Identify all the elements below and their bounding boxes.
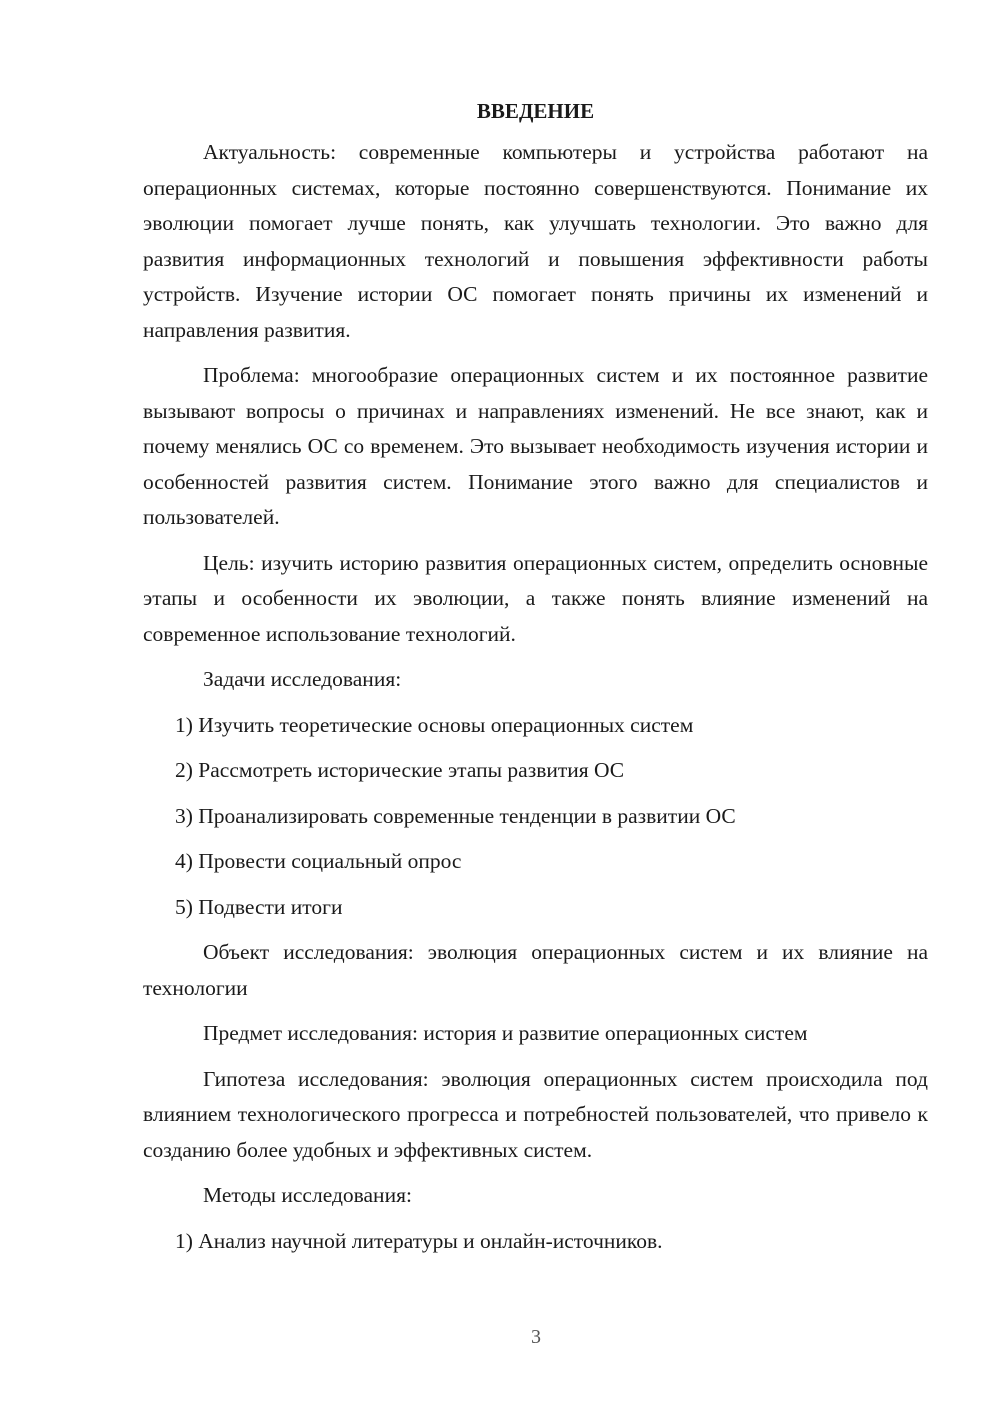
subject-paragraph: Предмет исследования: история и развитие операционных систем xyxy=(203,1021,808,1045)
method-item: 1) Анализ научной литературы и онлайн-источников. xyxy=(175,1228,663,1253)
task-item: 1) Изучить теоретические основы операционных систем xyxy=(175,712,694,737)
page-number: 3 xyxy=(531,1326,541,1348)
tasks-list xyxy=(143,708,928,926)
section-title: ВВЕДЕНИЕ xyxy=(476,99,595,123)
tasks-label: Задачи исследования: xyxy=(203,667,402,691)
methods-list xyxy=(143,1224,928,1260)
goal-paragraph: Цель: изучить историю развития операционных систем, определить основные этапы и особенности их эволюции, а также понять влияние изменений на современное использование технологий. xyxy=(143,550,928,646)
task-item: 2) Рассмотреть исторические этапы развития ОС xyxy=(175,758,625,782)
task-item: 4) Провести социальный опрос xyxy=(175,849,462,873)
hypothesis-paragraph: Гипотеза исследования: эволюция операционных систем происходила под влиянием технологического прогресса и потребностей пользователей, что привело к созданию более удобных и эффективных систем. xyxy=(143,1066,928,1162)
task-item: 5) Подвести итоги xyxy=(175,894,343,919)
relevance-paragraph: Актуальность: современные компьютеры и устройства работают на операционных системах, которые постоянно совершенствуются. Понимание их эволюции помогает лучше понять, как улучшать технологии. Это важно для развития информационных технологий и повышения эффективности работы устройств. Изучение истории ОС помогает понять причины их изменений и направления развития. xyxy=(143,140,928,342)
object-paragraph: Объект исследования: эволюция операционных систем и их влияние на технологии xyxy=(143,940,928,1000)
methods-label: Методы исследования: xyxy=(203,1183,412,1207)
problem-paragraph: Проблема: многообразие операционных систем и их постоянное развитие вызывают вопросы о причинах и направлениях изменений. Не все знают, как и почему менялись ОС со временем. Это вызывает необходимость изучения истории и особенностей развития систем. Понимание этого важно для специалистов и пользователей. xyxy=(143,363,928,529)
task-item: 3) Проанализировать современные тенденции в развитии ОС xyxy=(175,803,736,828)
page-content xyxy=(143,96,928,1269)
